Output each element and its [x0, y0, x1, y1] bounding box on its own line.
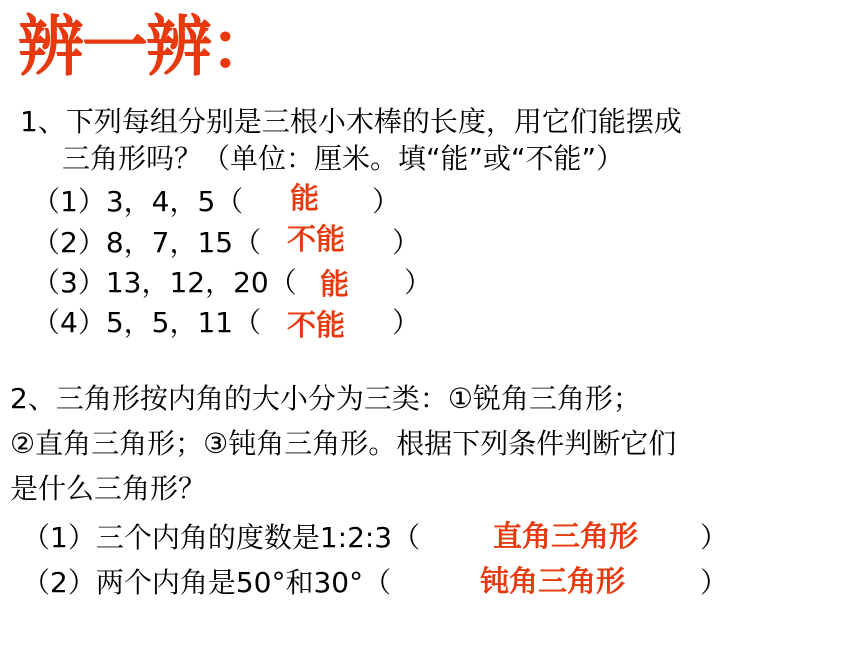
q2-item-1-answer: 直角三角形: [493, 519, 639, 553]
q1-item-1-answer: 能: [290, 181, 320, 215]
q1-item-2-close: ）: [392, 226, 421, 259]
q2-line-2: ②直角三角形；③钝角三角形。根据下列条件判断它们: [10, 427, 677, 460]
q1-item-1-close: ）: [372, 185, 401, 218]
q1-item-3-answer: 能: [320, 267, 350, 301]
q1-item-4-answer: 不能: [287, 308, 346, 342]
q2-item-1-prefix: （1）三个内角的度数是1:2:3（: [22, 521, 421, 554]
q1-item-2-prefix: （2）8，7，15（: [32, 226, 262, 259]
q1-item-4-close: ）: [392, 306, 421, 339]
q1-item-4-prefix: （4）5，5，11（: [32, 306, 262, 339]
q1-item-3-prefix: （3）13，12，20（: [32, 266, 297, 299]
q2-item-2-prefix: （2）两个内角是50°和30°（: [22, 566, 392, 599]
q1-line-2: 三角形吗？（单位：厘米。填“能”或“不能”）: [62, 142, 625, 175]
q1-item-1-prefix: （1）3，4，5（: [32, 185, 244, 218]
q2-line-3: 是什么三角形？: [10, 472, 207, 505]
q2-item-1-close: ）: [700, 521, 729, 554]
q1-item-2-answer: 不能: [287, 222, 346, 256]
q2-item-2-answer: 钝角三角形: [480, 564, 626, 598]
q2-item-2-close: ）: [700, 566, 729, 599]
q1-item-3-close: ）: [404, 266, 433, 299]
q2-line-1: 2、三角形按内角的大小分为三类：①锐角三角形；: [10, 382, 641, 415]
q1-line-1: 1、下列每组分别是三根小木棒的长度，用它们能摆成: [20, 105, 682, 138]
slide-title: 辨一辨：: [18, 8, 274, 85]
